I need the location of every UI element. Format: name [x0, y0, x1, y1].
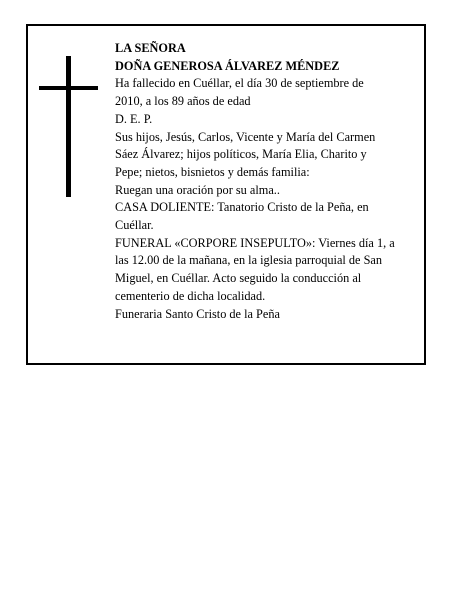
prayer-request: Ruegan una oración por su alma.. [115, 182, 280, 197]
notice-text [115, 40, 426, 323]
cross-vertical-bar [66, 56, 71, 197]
rip-line: D. E. P. [115, 111, 153, 126]
funeral-line-2: las 12.00 de la mañana, en la iglesia parroquial de San [115, 253, 383, 268]
funeral-line-3: Miguel, en Cuéllar. Acto seguido la conducción al [115, 271, 362, 286]
notice-title-line-1: LA SEÑORA [115, 41, 186, 55]
family-line-2: Sáez Álvarez; hijos políticos, María Elia, Charito y [115, 147, 367, 162]
funeral-line-4: cementerio de dicha localidad. [115, 288, 266, 303]
family-line-3: Pepe; nietos, bisnietos y demás familia: [115, 164, 310, 179]
deceased-name: DOÑA GENEROSA ÁLVAREZ MÉNDEZ [115, 58, 340, 73]
funeral-home: Funeraria Santo Cristo de la Peña [115, 306, 280, 321]
cross-horizontal-bar [39, 86, 98, 90]
death-announcement-line-1: Ha fallecido en Cuéllar, el día 30 de septiembre de [115, 76, 364, 91]
death-notice-frame [26, 24, 426, 365]
funeral-line-1: FUNERAL «CORPORE INSEPULTO»: Viernes día 1, a [115, 235, 395, 250]
funeral-house-line-2: Cuéllar. [115, 218, 154, 233]
family-line-1: Sus hijos, Jesús, Carlos, Vicente y María del Carmen [115, 129, 376, 144]
death-announcement-line-2: 2010, a los 89 años de edad [115, 94, 251, 109]
funeral-house-line-1: CASA DOLIENTE: Tanatorio Cristo de la Peña, en [115, 200, 369, 215]
